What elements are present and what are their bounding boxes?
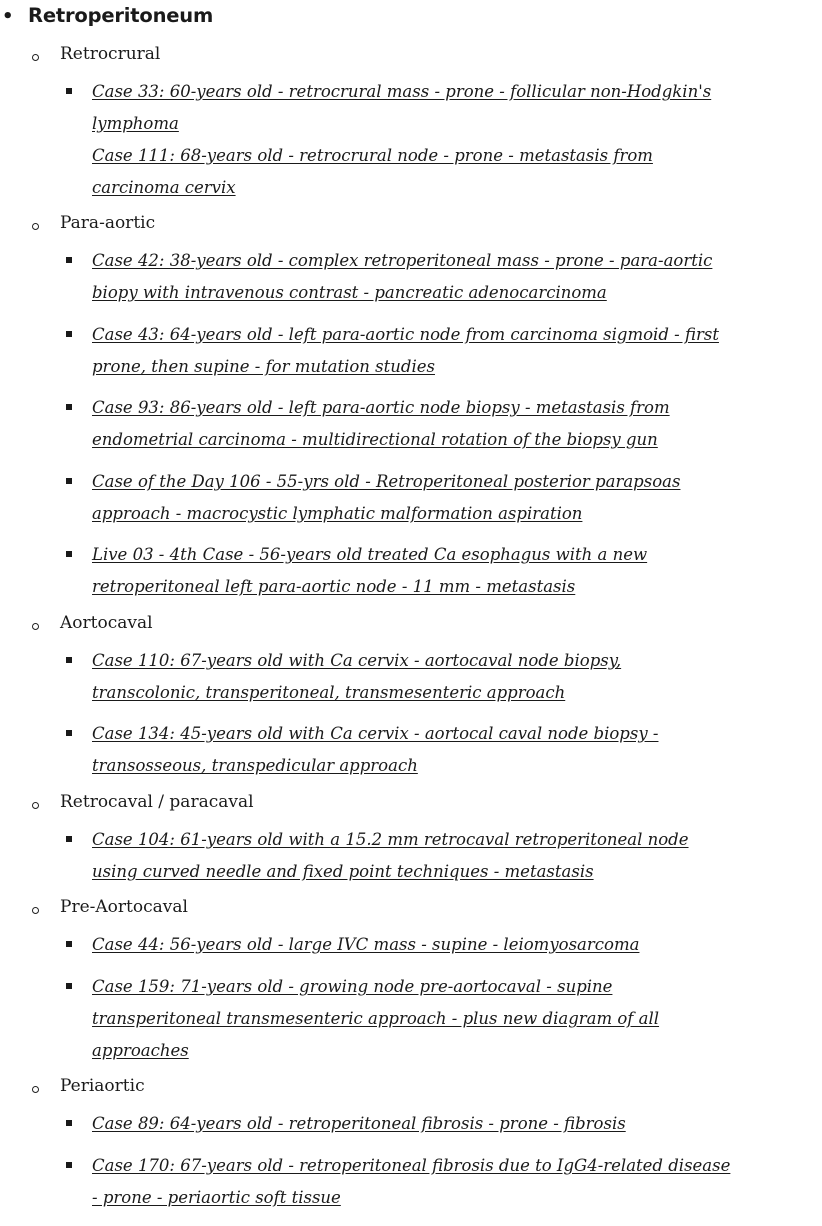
square-bullet	[66, 88, 72, 94]
circle-bullet	[32, 1086, 39, 1093]
case-link-line[interactable]: Case 44: 56-years old - large IVC mass - supine - leiomyosarcoma	[92, 935, 640, 954]
section-heading: Para-aortic	[60, 213, 156, 233]
circle-bullet	[32, 907, 39, 914]
square-bullet	[66, 478, 72, 484]
case-link-line[interactable]: Case 93: 86-years old - left para-aortic node biopsy - metastasis from	[92, 398, 670, 417]
case-link-line[interactable]: Case 89: 64-years old - retroperitoneal fibrosis - prone - fibrosis	[92, 1114, 626, 1133]
square-bullet	[66, 551, 72, 557]
circle-bullet	[32, 623, 39, 630]
square-bullet	[66, 657, 72, 663]
case-link-line[interactable]: lymphoma	[92, 114, 179, 133]
page-title: Retroperitoneum	[28, 4, 214, 27]
case-link-line[interactable]: transcolonic, transperitoneal, transmesenteric approach	[92, 683, 566, 702]
case-link-line[interactable]: Live 03 - 4th Case - 56-years old treated Ca esophagus with a new	[92, 545, 648, 564]
case-link-line[interactable]: Case 43: 64-years old - left para-aortic node from carcinoma sigmoid - first	[92, 325, 719, 344]
case-link-line[interactable]: Case 33: 60-years old - retrocrural mass - prone - follicular non-Hodgkin's	[92, 82, 712, 101]
square-bullet	[66, 941, 72, 947]
case-link[interactable]	[92, 718, 752, 782]
case-link-line[interactable]: Case 170: 67-years old - retroperitoneal fibrosis due to IgG4-related disease	[92, 1156, 731, 1175]
section-heading: Periaortic	[60, 1076, 145, 1096]
square-bullet	[66, 1120, 72, 1126]
section-heading: Retrocrural	[60, 44, 161, 64]
circle-bullet	[32, 223, 39, 230]
case-link-line[interactable]: Case 159: 71-years old - growing node pre-aortocaval - supine	[92, 977, 613, 996]
case-link-line[interactable]: prone, then supine - for mutation studies	[92, 357, 435, 376]
square-bullet	[66, 404, 72, 410]
section-heading: Retrocaval / paracaval	[60, 792, 254, 812]
square-bullet	[66, 1162, 72, 1168]
case-link-line[interactable]: carcinoma cervix	[92, 178, 236, 197]
case-link[interactable]	[92, 76, 752, 204]
case-link[interactable]	[92, 929, 752, 961]
case-link-line[interactable]: using curved needle and fixed point techniques - metastasis	[92, 862, 594, 881]
case-link-line[interactable]: Case 111: 68-years old - retrocrural node - prone - metastasis from	[92, 146, 653, 165]
case-link-line[interactable]: Case 104: 61-years old with a 15.2 mm retrocaval retroperitoneal node	[92, 830, 689, 849]
case-link[interactable]	[92, 539, 752, 603]
case-link[interactable]	[92, 645, 752, 709]
circle-bullet	[32, 54, 39, 61]
case-link-line[interactable]: retroperitoneal left para-aortic node - 11 mm - metastasis	[92, 577, 576, 596]
case-link-line[interactable]: approach - macrocystic lymphatic malformation aspiration	[92, 504, 583, 523]
case-link[interactable]	[92, 971, 752, 1067]
case-link-line[interactable]: Case 42: 38-years old - complex retroperitoneal mass - prone - para-aortic	[92, 251, 713, 270]
case-link-line[interactable]: Case 134: 45-years old with Ca cervix - aortocal caval node biopsy -	[92, 724, 659, 743]
case-link[interactable]	[92, 1150, 752, 1214]
square-bullet	[66, 983, 72, 989]
case-link[interactable]	[92, 245, 752, 309]
section-heading: Pre-Aortocaval	[60, 897, 188, 917]
top-bullet: •	[2, 6, 14, 27]
square-bullet	[66, 836, 72, 842]
case-link-line[interactable]: transosseous, transpedicular approach	[92, 756, 418, 775]
square-bullet	[66, 331, 72, 337]
case-link-line[interactable]: Case 110: 67-years old with Ca cervix - aortocaval node biopsy,	[92, 651, 622, 670]
case-link-line[interactable]: biopy with intravenous contrast - pancreatic adenocarcinoma	[92, 283, 607, 302]
case-link[interactable]	[92, 1108, 752, 1140]
square-bullet	[66, 730, 72, 736]
square-bullet	[66, 257, 72, 263]
case-link[interactable]	[92, 824, 752, 888]
section-heading: Aortocaval	[60, 613, 153, 633]
case-link-line[interactable]: transperitoneal transmesenteric approach - plus new diagram of all	[92, 1009, 660, 1028]
case-link[interactable]	[92, 319, 752, 383]
case-link[interactable]	[92, 466, 752, 530]
circle-bullet	[32, 802, 39, 809]
case-link-line[interactable]: - prone - periaortic soft tissue	[92, 1188, 341, 1207]
case-link[interactable]	[92, 392, 752, 456]
case-link-line[interactable]: endometrial carcinoma - multidirectional rotation of the biopsy gun	[92, 430, 658, 449]
case-link-line[interactable]: Case of the Day 106 - 55-yrs old - Retroperitoneal posterior parapsoas	[92, 472, 681, 491]
case-link-line[interactable]: approaches	[92, 1041, 189, 1060]
